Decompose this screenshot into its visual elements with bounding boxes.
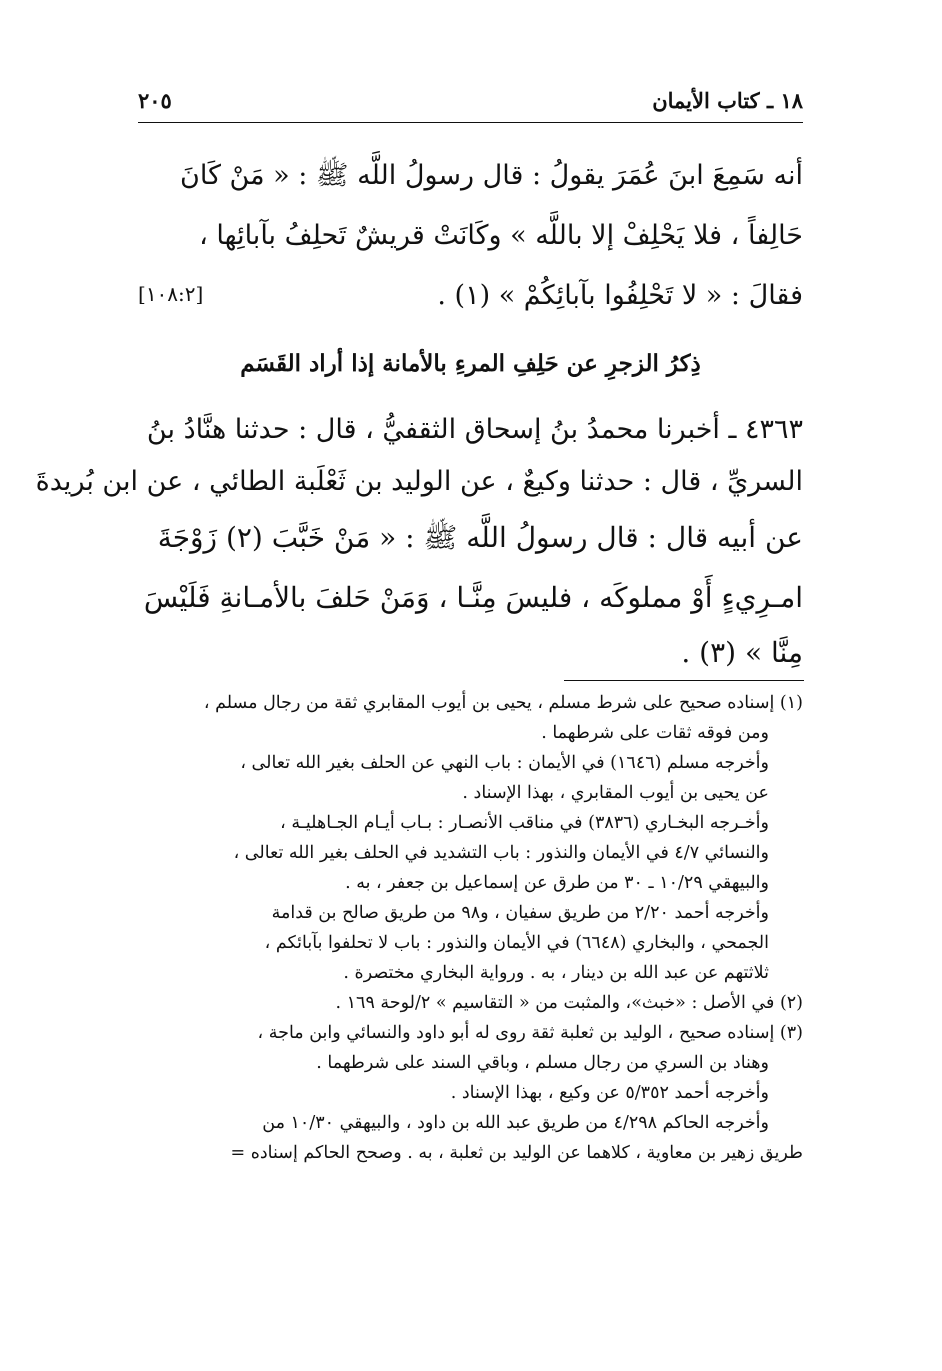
chapter-title: ١٨ ـ كتاب الأيمان	[652, 88, 803, 113]
footnote-line: طريق زهير بن معاوية ، كلاهما عن الوليد بن ثعلبة ، به . وصحح الحاكم إسناده =	[230, 1143, 803, 1163]
page-header	[138, 88, 803, 122]
text-line: ٤٣٦٣ ـ أخبرنا محمدُ بنُ إسحاق الثقفيُّ ، قال : حدثنا هنَّادُ بنُ	[146, 414, 803, 445]
hadith-4363-continued	[138, 508, 803, 678]
footnote-line: وأخرجه أحمد ٢/٢٠ من طريق سفيان ، و٩٨ من طريق صالح بن قدامة	[271, 903, 769, 923]
footnote-line: وهناد بن السري من رجال مسلم ، وباقي السند على شرطهما .	[316, 1053, 769, 1073]
footnote-line: الجمحي ، والبخاري (٦٦٤٨) في الأيمان والنذور : باب لا تحلفوا بآبائكم ،	[264, 933, 769, 953]
footnote-line: (٣) إسناده صحيح ، الوليد بن ثعلبة ثقة روى له أبو داود والنسائي وابن ماجة ،	[257, 1023, 803, 1043]
text-line: أنه سَمِعَ ابنَ عُمَرَ يقولُ : قال رسولُ اللَّه ﷺ : « مَنْ كَانَ	[180, 160, 803, 191]
footnote-line: (٢) في الأصل : «خبث»، والمثبت من « التقاسيم » ٢/لوحة ١٦٩ .	[335, 993, 803, 1013]
footnote-line: ومن فوقه ثقات على شرطهما .	[541, 723, 769, 743]
text-line: عن أبيه قال : قال رسولُ اللَّه ﷺ : « مَنْ خَبَّبَ (٢) زَوْجَةَ	[157, 521, 803, 554]
text-line: حَالِفاً ، فلا يَحْلِفْ إلا باللَّه » وكَانَتْ قريشٌ تَحلِفُ بآبائِها ،	[199, 220, 803, 251]
footnote-line: والنسائي ٤/٧ في الأيمان والنذور : باب التشديد في الحلف بغير الله تعالى ،	[233, 843, 769, 863]
footnotes	[138, 688, 803, 1168]
footnote-line: وأخـرجه البخـاري (٣٨٣٦) في مناقب الأنصـار : بـاب أيـام الجـاهليـة ،	[280, 813, 769, 833]
text-line: مِنَّا » (٣) .	[681, 636, 803, 669]
footnote-line: ثلاثتهم عن عبد الله بن دينار ، به . ورواية البخاري مختصرة .	[343, 963, 769, 983]
footnote-line: عن يحيى بن أيوب المقابري ، بهذا الإسناد .	[462, 783, 769, 803]
text-line: السريِّ ، قال : حدثنا وكيعٌ ، عن الوليد بن ثَعْلَبة الطائي ، عن ابن بُريدةَ	[35, 466, 803, 497]
header-rule	[138, 122, 803, 123]
footnote-separator	[564, 680, 804, 681]
text-line-content: فقالَ : « لا تَحْلِفُوا بآبائِكُمْ » (١) .	[437, 280, 803, 311]
footnote-line: وأخرجه مسلم (١٦٤٦) في الأيمان : باب النهي عن الحلف بغير الله تعالى ،	[240, 753, 769, 773]
hadith-4363	[35, 404, 803, 508]
page-number: ٢٠٥	[138, 88, 172, 113]
footnote-line: والبيهقي ١٠/٢٩ ـ ٣٠ من طرق عن إسماعيل بن جعفر ، به .	[345, 873, 769, 893]
section-heading: ذِكرُ الزجرِ عن حَلِفِ المرءِ بالأمانة إذا أراد القَسَم	[240, 350, 701, 377]
hadith-previous-ending	[138, 146, 803, 326]
footnote-line: (١) إسناده صحيح على شرط مسلم ، يحيى بن أيوب المقابري ثقة من رجال مسلم ،	[203, 693, 803, 713]
text-line	[138, 266, 803, 326]
hadith-reference: [١٠٨:٢]	[138, 282, 204, 306]
footnote-line: وأخرجه أحمد ٥/٣٥٢ عن وكيع ، بهذا الإسناد .	[450, 1083, 769, 1103]
text-line: امـرِيءٍ أَوْ مملوكَه ، فليسَ مِنَّـا ، وَمَنْ حَلفَ بالأمـانةِ فَلَيْسَ	[143, 581, 803, 614]
footnote-line: وأخرجه الحاكم ٤/٢٩٨ من طريق عبد الله بن داود ، والبيهقي ١٠/٣٠ من	[262, 1113, 769, 1133]
